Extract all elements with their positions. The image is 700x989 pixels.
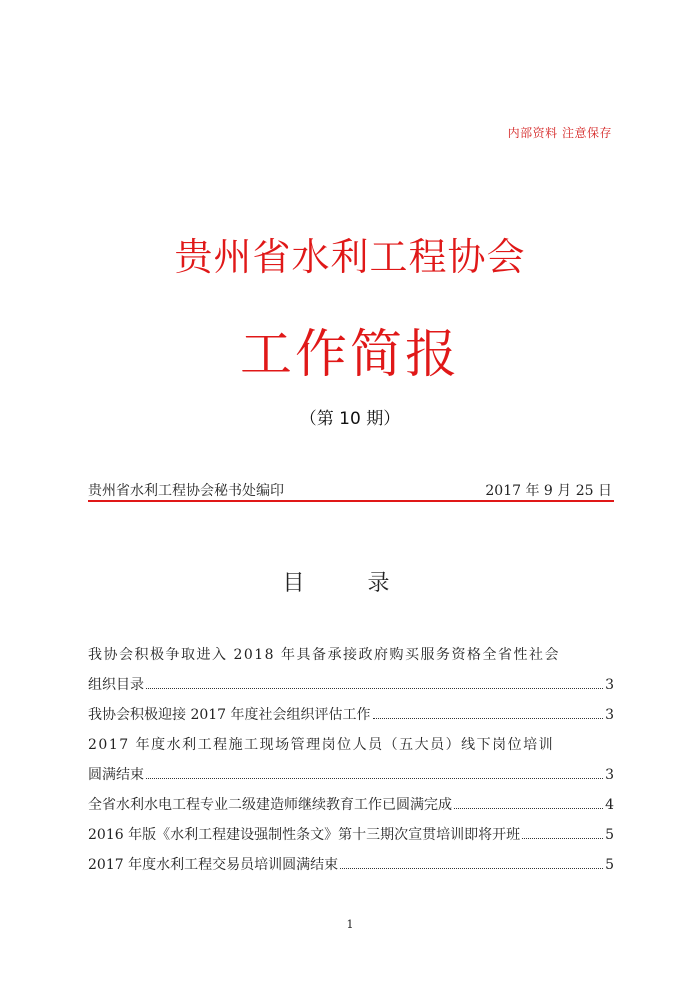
toc-item-1-line2[interactable] [88,670,614,700]
toc-item-text: 圆满结束 [88,767,144,783]
toc-page-number: 5 [605,827,614,843]
document-title: 工作简报 [239,325,460,385]
table-of-contents [88,640,614,880]
toc-item-4[interactable] [88,790,614,820]
toc-page-number: 3 [605,767,614,783]
dot-leader [146,687,603,689]
red-divider [88,500,614,502]
toc-page-number: 3 [605,707,614,723]
toc-item-text: 我协会积极迎接 2017 年度社会组织评估工作 [88,707,371,723]
toc-item-3-line2[interactable] [88,760,614,790]
dot-leader [373,717,604,719]
toc-page-number: 5 [605,857,614,873]
toc-page-number: 3 [605,677,614,693]
toc-item-5[interactable] [88,820,614,850]
toc-item-text: 组织目录 [88,677,144,693]
toc-item-3-line1[interactable] [88,730,614,760]
issue-number: （第 10 期） [299,409,401,429]
confidential-notice: 内部资料 注意保存 [507,126,612,140]
issue-date: 2017 年 9 月 25 日 [485,483,612,499]
page-number: 1 [346,918,354,931]
toc-item-1-line1[interactable] [88,640,614,670]
toc-item-2[interactable] [88,700,614,730]
toc-item-text: 2017 年度水利工程交易员培训圆满结束 [88,857,339,873]
dot-leader [454,807,603,809]
dot-leader [522,837,603,839]
organization-title: 贵州省水利工程协会 [174,235,526,279]
toc-page-number: 4 [605,797,614,813]
toc-item-text: 我协会积极争取进入 2018 年具备承接政府购买服务资格全省性社会 [88,647,561,663]
dot-leader [146,777,603,779]
dot-leader [340,867,603,869]
toc-item-6[interactable] [88,850,614,880]
toc-item-text: 2016 年版《水利工程建设强制性条文》第十三期次宣贯培训即将开班 [88,827,521,843]
toc-heading: 目 录 [282,571,418,596]
issuer-name: 贵州省水利工程协会秘书处编印 [88,483,284,499]
toc-item-text: 全省水利水电工程专业二级建造师继续教育工作已圆满完成 [88,797,452,813]
toc-item-text: 2017 年度水利工程施工现场管理岗位人员（五大员）线下岗位培训 [88,737,555,753]
issuer-row [88,480,612,500]
